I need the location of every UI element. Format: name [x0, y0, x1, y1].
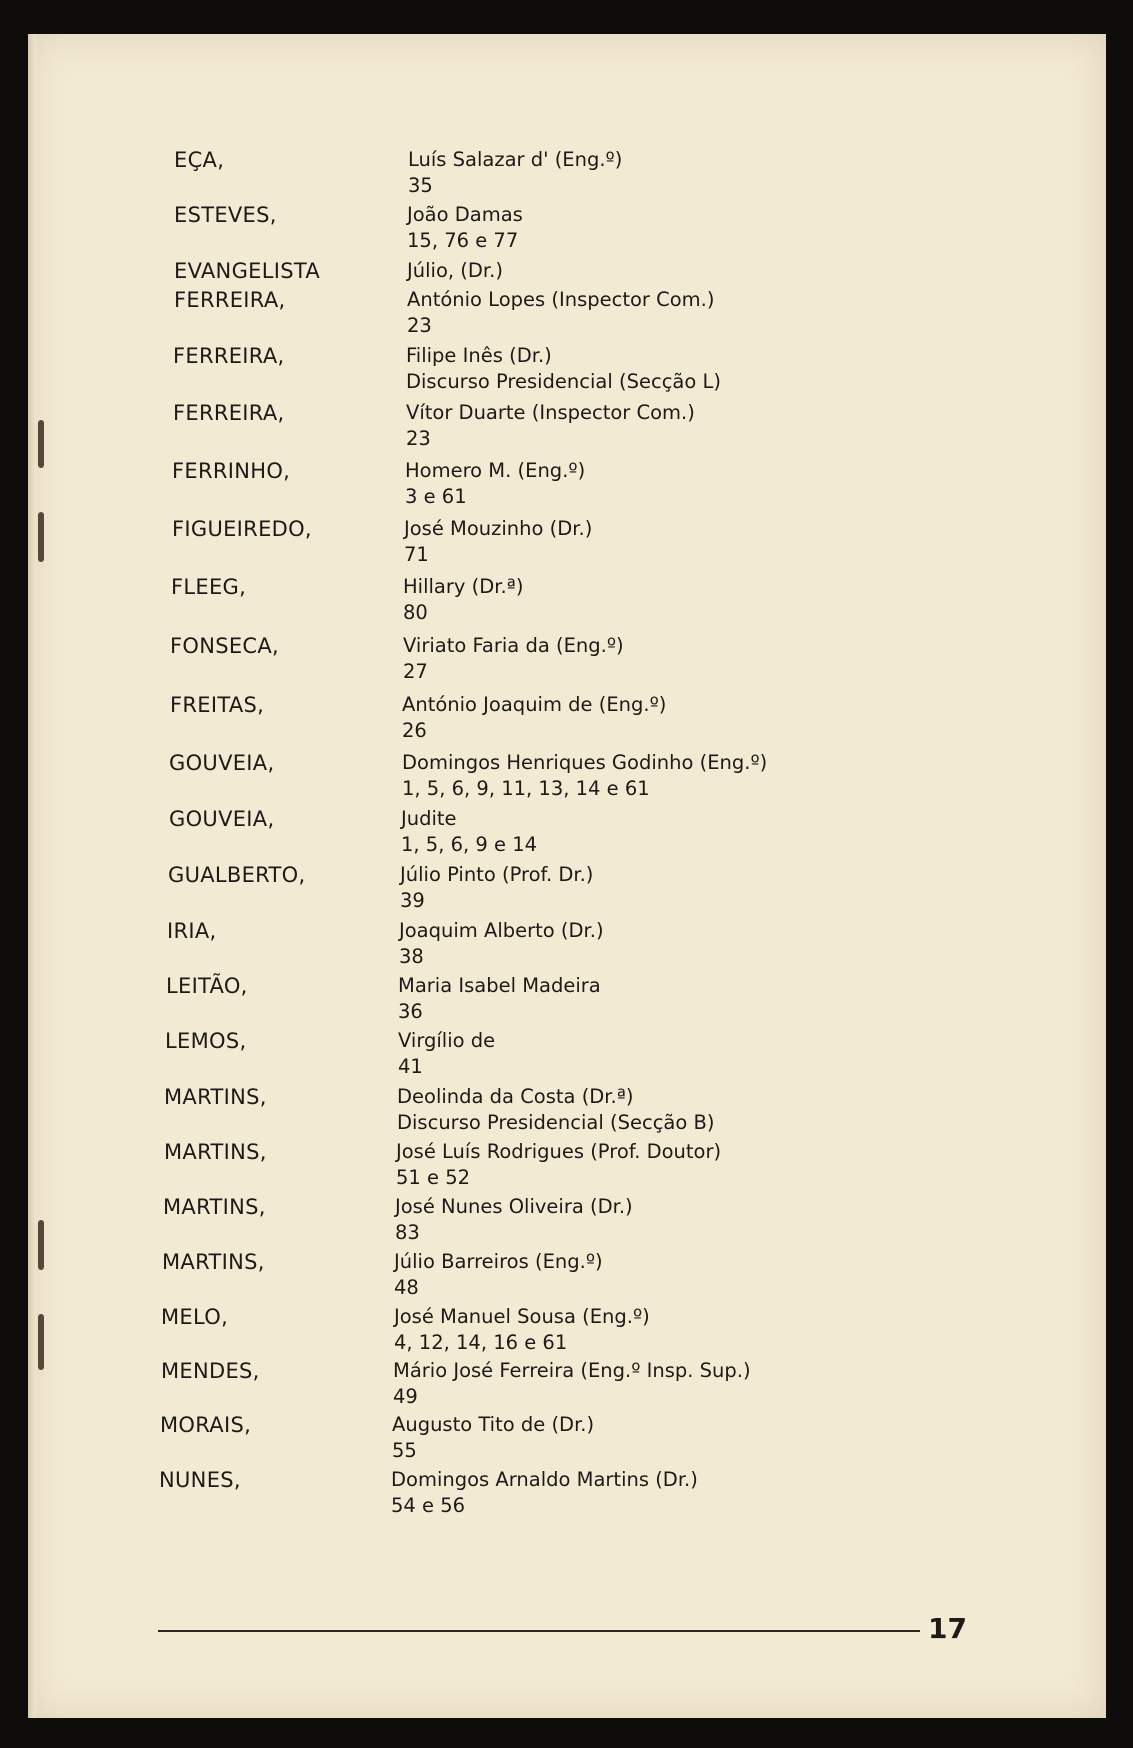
entry-given-name: José Nunes Oliveira (Dr.) — [395, 1195, 633, 1218]
index-entry — [28, 574, 1106, 630]
entry-given-name: Viriato Faria da (Eng.º) — [403, 634, 624, 657]
entry-given-name: Domingos Arnaldo Martins (Dr.) — [391, 1468, 698, 1491]
index-entry — [28, 1358, 1106, 1414]
index-entry — [28, 343, 1106, 399]
entry-reference: 80 — [403, 601, 428, 624]
entry-reference: 1, 5, 6, 9 e 14 — [401, 833, 538, 856]
entry-surname: FIGUEIREDO, — [172, 517, 312, 541]
book-page — [28, 34, 1106, 1718]
index-entry — [28, 692, 1106, 748]
index-entry — [28, 973, 1106, 1029]
footer-rule — [158, 1630, 920, 1632]
index-entry — [28, 1249, 1106, 1305]
index-entry — [28, 202, 1106, 258]
entry-surname: GOUVEIA, — [169, 751, 275, 775]
entry-surname: FONSECA, — [170, 634, 280, 658]
index-entry — [28, 147, 1106, 203]
entry-reference: Discurso Presidencial (Secção L) — [406, 370, 721, 393]
entry-surname: MORAIS, — [160, 1413, 252, 1437]
index-entry — [28, 862, 1106, 918]
entry-given-name: Homero M. (Eng.º) — [405, 459, 586, 482]
entry-given-name: António Lopes (Inspector Com.) — [407, 288, 715, 311]
entry-reference: 35 — [408, 174, 433, 197]
entry-given-name: Júlio Pinto (Prof. Dr.) — [400, 863, 594, 886]
index-entry — [28, 1139, 1106, 1195]
entry-given-name: José Manuel Sousa (Eng.º) — [394, 1305, 650, 1328]
entry-given-name: Maria Isabel Madeira — [398, 974, 601, 997]
entry-reference: 38 — [399, 945, 424, 968]
entry-given-name: Hillary (Dr.ª) — [403, 575, 524, 598]
entry-surname: FERREIRA, — [173, 344, 285, 368]
entry-given-name: Augusto Tito de (Dr.) — [392, 1413, 595, 1436]
entry-surname: LEMOS, — [165, 1029, 247, 1053]
index-entry — [28, 516, 1106, 572]
entry-surname: FREITAS, — [170, 693, 265, 717]
entry-surname: FERREIRA, — [173, 401, 285, 425]
entry-surname: NUNES, — [159, 1468, 241, 1492]
index-entry — [28, 1028, 1106, 1084]
index-entry — [28, 1304, 1106, 1360]
entry-given-name: Júlio, (Dr.) — [407, 259, 503, 282]
index-entry — [28, 287, 1106, 343]
entry-reference: 1, 5, 6, 9, 11, 13, 14 e 61 — [402, 777, 650, 800]
entry-reference: 51 e 52 — [396, 1166, 471, 1189]
entry-given-name: João Damas — [407, 203, 523, 226]
index-entry — [28, 918, 1106, 974]
entry-reference: 55 — [392, 1439, 417, 1462]
entry-surname: FERREIRA, — [174, 288, 286, 312]
entry-surname: MARTINS, — [162, 1250, 265, 1274]
index-entry — [28, 458, 1106, 514]
entry-reference: 26 — [402, 719, 427, 742]
entry-given-name: Joaquim Alberto (Dr.) — [399, 919, 604, 942]
entry-surname: EVANGELISTA — [174, 259, 320, 283]
entry-reference: Discurso Presidencial (Secção B) — [397, 1111, 715, 1134]
entry-given-name: Virgílio de — [398, 1029, 496, 1052]
entry-reference: 27 — [403, 660, 428, 683]
entry-given-name: António Joaquim de (Eng.º) — [402, 693, 667, 716]
index-entry — [28, 750, 1106, 806]
index-entry — [28, 1194, 1106, 1250]
entry-surname: ESTEVES, — [174, 203, 277, 227]
entry-reference: 3 e 61 — [405, 485, 467, 508]
entry-given-name: Filipe Inês (Dr.) — [406, 344, 552, 367]
entry-surname: EÇA, — [174, 148, 225, 172]
entry-given-name: Vítor Duarte (Inspector Com.) — [406, 401, 695, 424]
entry-given-name: Deolinda da Costa (Dr.ª) — [397, 1085, 634, 1108]
entry-given-name: Mário José Ferreira (Eng.º Insp. Sup.) — [393, 1359, 751, 1382]
entry-reference: 4, 12, 14, 16 e 61 — [394, 1331, 568, 1354]
entry-reference: 71 — [404, 543, 429, 566]
index-entry — [28, 806, 1106, 862]
index-entry — [28, 400, 1106, 456]
entry-surname: MARTINS, — [163, 1195, 266, 1219]
entry-surname: MARTINS, — [164, 1140, 267, 1164]
entry-given-name: José Luís Rodrigues (Prof. Doutor) — [396, 1140, 722, 1163]
index-entry — [28, 1084, 1106, 1140]
entry-reference: 83 — [395, 1221, 420, 1244]
entry-reference: 23 — [407, 314, 432, 337]
entry-reference: 54 e 56 — [391, 1494, 466, 1517]
entry-given-name: José Mouzinho (Dr.) — [404, 517, 593, 540]
entry-given-name: Judite — [401, 807, 457, 830]
entry-reference: 39 — [400, 889, 425, 912]
entry-surname: GOUVEIA, — [169, 807, 275, 831]
index-entry — [28, 1412, 1106, 1468]
entry-reference: 23 — [406, 427, 431, 450]
entry-reference: 15, 76 e 77 — [407, 229, 519, 252]
entry-given-name: Luís Salazar d' (Eng.º) — [408, 148, 623, 171]
entry-surname: FERRINHO, — [172, 459, 291, 483]
entry-surname: IRIA, — [167, 919, 217, 943]
entry-given-name: Domingos Henriques Godinho (Eng.º) — [402, 751, 768, 774]
entry-surname: MENDES, — [161, 1359, 260, 1383]
index-entry — [28, 1467, 1106, 1523]
entry-surname: MARTINS, — [164, 1085, 267, 1109]
entry-given-name: Júlio Barreiros (Eng.º) — [394, 1250, 603, 1273]
entry-surname: MELO, — [161, 1305, 229, 1329]
page-number: 17 — [928, 1612, 967, 1645]
entry-reference: 41 — [398, 1055, 423, 1078]
entry-surname: LEITÃO, — [166, 974, 248, 998]
entry-surname: GUALBERTO, — [168, 863, 306, 887]
index-entry — [28, 633, 1106, 689]
entry-reference: 49 — [393, 1385, 418, 1408]
entry-reference: 36 — [398, 1000, 423, 1023]
entry-surname: FLEEG, — [171, 575, 247, 599]
entry-reference: 48 — [394, 1276, 419, 1299]
